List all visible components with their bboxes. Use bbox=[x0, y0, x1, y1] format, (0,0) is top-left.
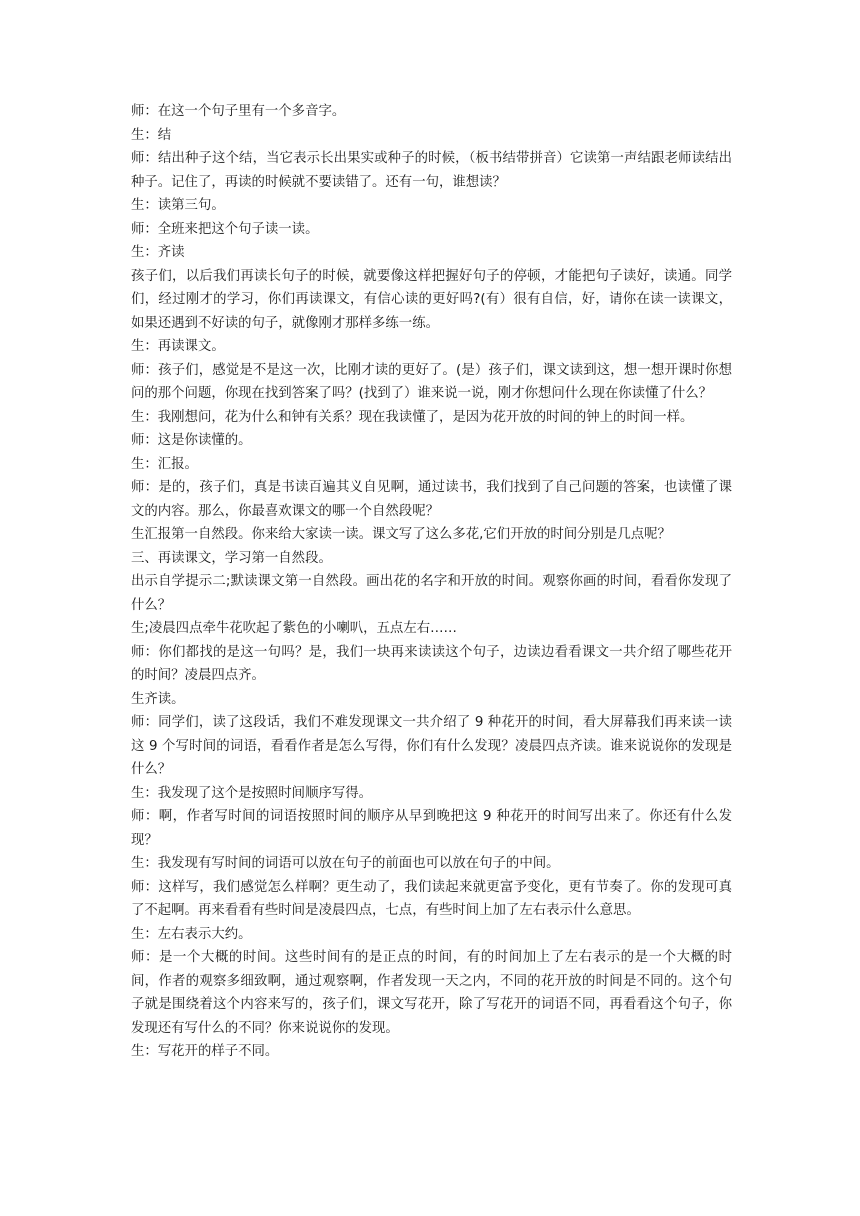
document-page bbox=[131, 100, 732, 1064]
paragraph: 师：全班来把这个句子读一读。 bbox=[131, 221, 319, 237]
paragraph: 师：是一个大概的时间。这些时间有的是正点的时间，有的时间加上了左右表示的是一个大概的时间，作者的观察多细致啊，通过观察啊，作者发现一天之内，不同的花开放的时间是不同的。这个句子就是围绕着这个内容来写的，孩子们，课文写花开，除了写花开的词语不同，再看看这个句子，你发现还有写什么的不同？你来说说你的发现。 bbox=[131, 950, 732, 1036]
paragraph: 师：同学们，读了这段话，我们不难发现课文一共介绍了 9 种花开的时间，看大屏幕我们再来读一读这 9 个写时间的词语，看看作者是怎么写得，你们有什么发现？凌晨四点齐读。谁来说说你的发现是什么？ bbox=[131, 715, 732, 777]
paragraph: 师：孩子们，感觉是不是这一次，比刚才读的更好了。(是）孩子们，课文读到这，想一想开课时你想问的那个问题，你现在找到答案了吗？(找到了）谁来说一说，刚才你想问什么现在你读懂了什么？ bbox=[131, 362, 732, 401]
paragraph: 生汇报第一自然段。你来给大家读一读。课文写了这么多花,它们开放的时间分别是几点呢？ bbox=[131, 527, 671, 542]
paragraph: 生：读第三句。 bbox=[131, 198, 225, 213]
paragraph: 师：你们都找的是这一句吗？是，我们一块再来读读这个句子，边读边看看课文一共介绍了哪些花开的时间？凌晨四点齐。 bbox=[131, 644, 732, 683]
paragraph: 生：我发现了这个是按照时间顺序写得。 bbox=[131, 785, 373, 801]
paragraph: 师：这样写，我们感觉怎么样啊？更生动了，我们读起来就更富予变化，更有节奏了。你的发现可真了不起啊。再来看看有些时间是凌晨四点，七点，有些时间上加了左右表示什么意思。 bbox=[131, 879, 732, 918]
paragraph: 师：结出种子这个结，当它表示长出果实或种子的时候，（板书结带拼音）它读第一声结跟老师读结出种子。记住了，再读的时候就不要读错了。还有一句，谁想读？ bbox=[131, 151, 732, 190]
paragraph: 生：我刚想问，花为什么和钟有关系？现在我读懂了，是因为花开放的时间的钟上的时间一样。 bbox=[131, 409, 694, 425]
paragraph: 师：是的，孩子们，真是书读百遍其义自见啊，通过读书，我们找到了自己问题的答案，也读懂了课文的内容。那么，你最喜欢课文的哪一个自然段呢？ bbox=[131, 480, 732, 519]
paragraph: 师：啊，作者写时间的词语按照时间的顺序从早到晚把这 9 种花开的时间写出来了。你还有什么发现？ bbox=[131, 809, 732, 848]
paragraph: 生齐读。 bbox=[131, 691, 185, 707]
paragraph: 孩子们，以后我们再读长句子的时候，就要像这样把握好句子的停顿，才能把句子读好，读通。同学们，经过刚才的学习，你们再读课文，有信心读的更好吗?(有）很有自信，好，请你在读一读课文，如果还遇到不好读的句子，就像刚才那样多练一练。 bbox=[131, 268, 732, 331]
paragraph: 生：写花开的样子不同。 bbox=[131, 1044, 279, 1059]
paragraph: 生：再读课文。 bbox=[131, 339, 225, 354]
paragraph: 师：在这一个句子里有一个多音字。 bbox=[131, 104, 346, 119]
paragraph: 生：左右表示大约。 bbox=[131, 926, 252, 942]
paragraph: 生：汇报。 bbox=[131, 456, 198, 472]
paragraph: 生：结 bbox=[131, 127, 172, 143]
paragraph: 师：这是你读懂的。 bbox=[131, 433, 252, 448]
paragraph: 生;凌晨四点牵牛花吹起了紫色的小喇叭，五点左右…… bbox=[131, 621, 457, 636]
paragraph: 生：齐读 bbox=[131, 245, 185, 260]
section-heading: 三、再读课文，学习第一自然段。 bbox=[131, 550, 332, 566]
paragraph: 生：我发现有写时间的词语可以放在句子的前面也可以放在句子的中间。 bbox=[131, 856, 560, 871]
paragraph: 出示自学提示二;默读课文第一自然段。画出花的名字和开放的时间。观察你画的时间，看看你发现了什么？ bbox=[131, 574, 732, 613]
